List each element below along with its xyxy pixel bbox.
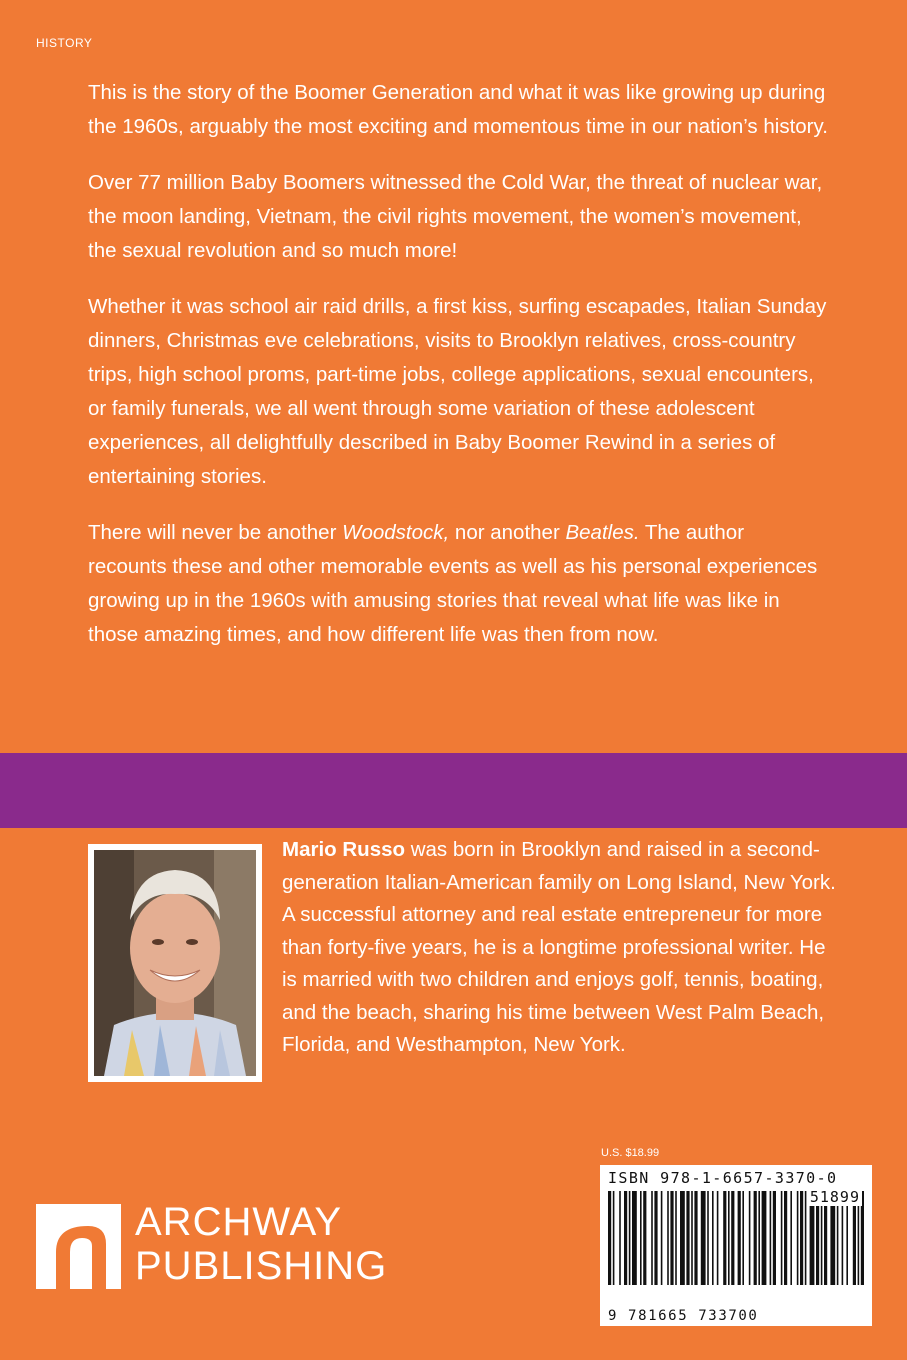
- publisher-line-1: ARCHWAY: [135, 1200, 342, 1244]
- ean-digits: 9 781665 733700: [608, 1308, 759, 1324]
- blurb-p4-text-c: The author recounts these and other memorable events as well as his personal experiences growing up in the 1960s with amusing stories that reveal what life was like in those amazing times, and how different life was then from now.: [88, 521, 818, 646]
- purple-divider-band: [0, 753, 907, 828]
- isbn-barcode: [600, 1165, 872, 1326]
- isbn-number: ISBN 978-1-6657-3370-0: [608, 1169, 838, 1187]
- blurb-beatles: Beatles.: [565, 521, 640, 544]
- author-bio-text: was born in Brooklyn and raised in a second-generation Italian-American family on Long Island, New York. A successful attorney and real estate entrepreneur for more than forty-five years, he is a longtime professional writer. He is married with two children and enjoys golf, tennis, boating, and the beach, sharing his time between West Palm Beach, Florida, and Westhampton, New York.: [282, 838, 836, 1056]
- author-portrait-illustration: [94, 850, 256, 1076]
- author-bio: [282, 834, 842, 1062]
- blurb-p4-text-b: nor another: [449, 521, 566, 544]
- blurb-woodstock: Woodstock,: [342, 521, 450, 544]
- publisher-wordmark: [135, 1200, 387, 1288]
- blurb-paragraph-2: Over 77 million Baby Boomers witnessed the Cold War, the threat of nuclear war, the moon landing, Vietnam, the civil rights movement, the women’s movement, the sexual revolution and so much more!: [88, 171, 823, 262]
- author-photo: [88, 844, 262, 1082]
- archway-logo-icon: [36, 1204, 121, 1289]
- blurb-p4-text-a: There will never be another: [88, 521, 343, 544]
- blurb-paragraph-3: Whether it was school air raid drills, a first kiss, surfing escapades, Italian Sunday dinners, Christmas eve celebrations, visits to Brooklyn relatives, cross-country trips, high school proms, part-time jobs, college applications, sexual encounters, or family funerals, we all went through some variation of these adolescent experiences, all delightfully described in Baby Boomer Rewind in a series of entertaining stories.: [88, 295, 827, 488]
- category-label: HISTORY: [36, 36, 93, 50]
- blurb-paragraph-1: This is the story of the Boomer Generation and what it was like growing up during the 1960s, arguably the most exciting and momentous time in our nation’s history.: [88, 81, 828, 138]
- price-code: 51899: [809, 1188, 860, 1206]
- book-blurb: [88, 76, 828, 674]
- publisher-line-2: PUBLISHING: [135, 1244, 388, 1288]
- barcode-bars: [608, 1191, 864, 1303]
- blurb-paragraph-4: [88, 516, 828, 652]
- author-name: Mario Russo: [282, 838, 406, 861]
- price-label: U.S. $18.99: [601, 1147, 660, 1159]
